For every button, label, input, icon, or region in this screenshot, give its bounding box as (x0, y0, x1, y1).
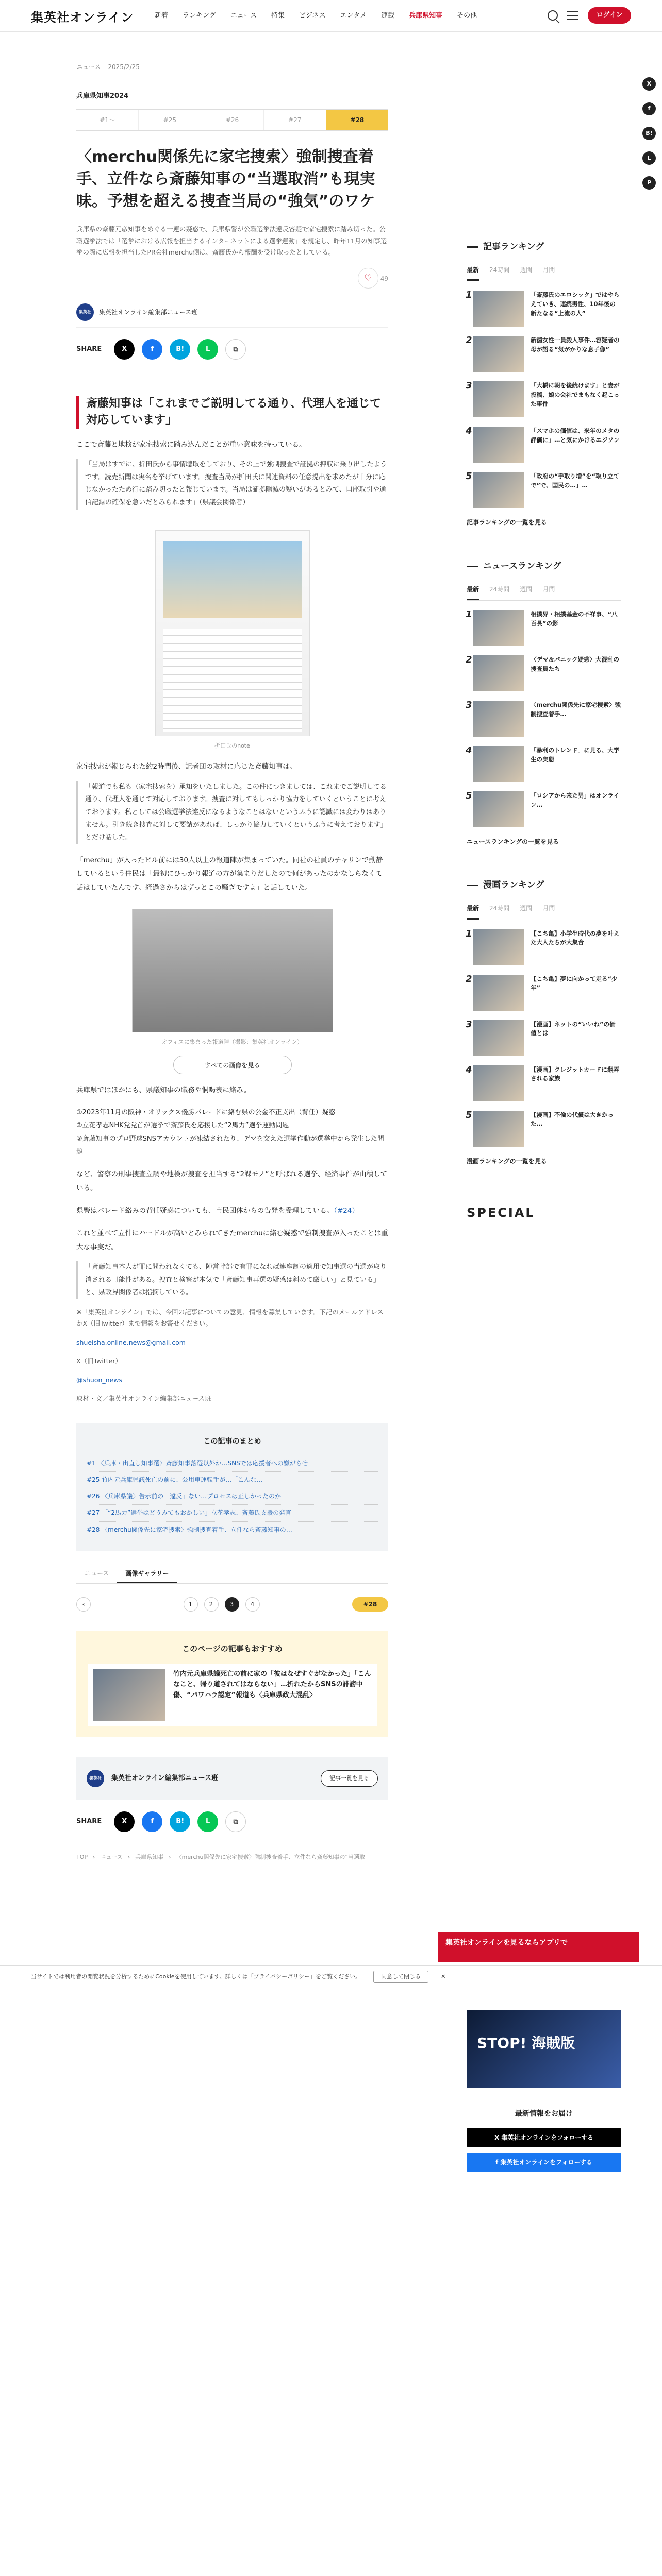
ranking-headline[interactable]: 【漫画】不倫の代償は大きかった… (531, 1111, 614, 1128)
ranking-item[interactable] (467, 791, 621, 827)
rank-number: 5 (466, 1109, 472, 1121)
ranking-headline[interactable]: 【漫画】クレジットカードに翻弄される家族 (531, 1065, 619, 1082)
close-icon[interactable]: ✕ (441, 1973, 446, 1980)
cookie-text: 当サイトでは利用者の閲覧状況を分析するためにCookieを使用しています。詳しくは「プライバシーポリシー」をご覧ください。 (31, 1973, 361, 1980)
info-request-note: ※「集英社オンライン」では、今回の記事についての意見、情報を募集しています。下記のメールアドレスかX（旧Twitter）まで情報をお寄せください。 (76, 1308, 384, 1328)
breadcrumb-item[interactable]: 兵庫県知事 (135, 1853, 164, 1860)
share-row-bottom (76, 1811, 388, 1832)
tab-latest[interactable]: 最新 (467, 584, 479, 600)
article-date: 2025/2/25 (108, 63, 140, 71)
paragraph-7: これと並べて立件にハードルが高いとみられてきたmerchuに絡む疑惑で強制捜査が入ったことは重大な事実だ。 (76, 1229, 388, 1251)
rank-number: 2 (466, 973, 472, 985)
author-box (76, 297, 388, 328)
ranking-thumbnail[interactable] (473, 291, 524, 327)
heading-bar (467, 246, 478, 248)
paragraph-6-text: 県警はパレード絡みの背任疑惑についても、市民団体からの告発を受理している。 (76, 1206, 334, 1215)
ranking-headline[interactable]: 〈デマ＆パニック疑惑〉大混乱の捜査員たち (531, 655, 620, 672)
tab-monthly[interactable]: 月間 (542, 585, 555, 593)
nav-item-serial[interactable]: 連載 (381, 12, 395, 20)
rank-number: 5 (466, 790, 472, 801)
news-ranking-more-link[interactable]: ニュースランキングの一覧を見る (467, 838, 559, 845)
press-office-image[interactable] (132, 909, 333, 1032)
ranking-thumbnail[interactable] (473, 1065, 524, 1101)
tab-24h[interactable]: 24時間 (489, 266, 510, 274)
ranking-headline[interactable]: 【こち亀】小学生時代の夢を叶えた大人たちが大集合 (531, 929, 620, 946)
ranking-thumbnail[interactable] (473, 610, 524, 646)
recommend-box (76, 1631, 388, 1737)
list-item: ②立花孝志NHK党党首が選挙で斎藤氏を応援した“2馬力”選挙運動問題 (76, 1122, 289, 1130)
paragraph-3: 「merchu」が入ったビル前には30人以上の報道陣が集まっていた。同社の社員のチャリンで動静しているという住民は「最初にひっかり報道の方が集まりだしたので何があったのかなしらなくて話はしていたんです。経過さからはずっとこの騒ぎですよ」と話していた。 (76, 856, 383, 892)
ranking-item[interactable] (467, 975, 621, 1011)
site-logo[interactable]: 集英社オンライン (31, 10, 134, 25)
news-ranking-tabs (467, 584, 621, 601)
floating-share-rail (642, 77, 656, 190)
ranking-headline[interactable]: 〈merchu関係先に家宅捜索〉強制捜査着手… (531, 701, 621, 718)
x-share-button[interactable]: X (114, 1811, 135, 1832)
series-page-25[interactable]: #25 (139, 110, 201, 130)
paragraph-5: など、警察の刑事捜査立調や地検が捜査を担当する“2課モノ”と呼ばれる選挙、経済事件が山積している。 (76, 1170, 387, 1192)
ranking-thumbnail[interactable] (473, 929, 524, 965)
author-name[interactable]: 集英社オンライン編集部ニュース班 (99, 308, 198, 316)
author-follow-box (76, 1757, 388, 1800)
tab-weekly[interactable]: 週間 (520, 905, 533, 912)
chevron-right-icon: › (93, 1853, 95, 1860)
series-page-28[interactable]: #28 (326, 110, 388, 130)
series-page-26[interactable]: #26 (201, 110, 263, 130)
ranking-headline[interactable]: 「ロシアから来た男」はオンライン… (531, 791, 620, 808)
next-article-button[interactable]: #28 (352, 1597, 388, 1612)
ranking-headline[interactable]: 【こち亀】夢に向かって走る“少年” (531, 975, 618, 992)
recommend-thumbnail[interactable] (93, 1669, 165, 1721)
tab-latest[interactable]: 最新 (467, 903, 479, 919)
ranking-headline[interactable]: 「大橋に朝を後続けます」と妻が投稿、娘の会社でまもなく起こった事件 (531, 382, 620, 408)
tab-latest[interactable]: 最新 (467, 265, 479, 281)
rank-number: 1 (466, 608, 472, 620)
tab-gallery[interactable]: 画像ギャラリー (117, 1565, 177, 1583)
bottom-tabs (76, 1565, 388, 1584)
rank-number: 4 (466, 744, 472, 756)
x-label: X（旧Twitter） (76, 1357, 122, 1365)
summary-list (87, 1455, 378, 1538)
ranking-thumbnail[interactable] (473, 1111, 524, 1147)
manga-ranking-tabs (467, 903, 621, 920)
article-ranking-heading (467, 240, 621, 255)
ranking-headline[interactable]: 「暴利のトレンド」に見る、大学生の実態 (531, 746, 620, 763)
series-title[interactable]: 兵庫県知事2024 (76, 92, 129, 100)
heading-bar (467, 885, 478, 886)
ranking-thumbnail[interactable] (473, 1020, 524, 1056)
like-area (76, 268, 388, 289)
sidebar-lower (467, 1999, 621, 2172)
rank-number: 3 (466, 699, 472, 710)
heart-icon[interactable]: ♡ (358, 268, 378, 289)
list-item: ①2023年11月の阪神・オリックス優勝パレードに絡む県の公金不正支出（背任）疑惑 (76, 1108, 336, 1116)
article-lead: 兵庫県の斎藤元彦知事をめぐる一連の疑惑で、兵庫県警が公職選挙法違反容疑で家宅捜索に踏み切った。公職選挙法では「選挙における広報を担当するインターネットによる選挙運動」を規定し、昨年11月の知事選挙の際に広報を担当したPR会社merchu側は、斎藤氏から報酬を受け取ったとしている。 (76, 225, 387, 257)
special-heading: SPECIAL (467, 1206, 535, 1221)
series-page-27[interactable]: #27 (264, 110, 326, 130)
news-ranking-title: ニュースランキング (483, 561, 561, 571)
note-screenshot-image[interactable] (155, 530, 310, 736)
rank-number: 5 (466, 471, 472, 482)
news-ranking-heading (467, 559, 621, 574)
rank-number: 4 (466, 426, 472, 437)
cookie-accept-button[interactable]: 同意して閉じる (373, 1971, 428, 1984)
heading-bar (467, 566, 478, 567)
summary-link[interactable]: #1 〈兵庫・出直し知事選〉斎藤知事落選以外か…SNSでは応援者への嫌がらせ (87, 1455, 378, 1472)
article-category[interactable]: ニュース (76, 63, 101, 71)
site-header (0, 0, 662, 32)
login-button[interactable]: ログイン (588, 7, 631, 24)
quote-3: 「斎藤知事本人が罪に問われなくても、陣営幹部で有罪になれば連座制の適用で知事選の当選が取り消される可能性がある。捜査と検察が本気で「斎藤知事再選の疑惑は斜めて厳しい」と見ている」と、県政界関係者は指摘している。 (76, 1261, 388, 1299)
rank-number: 2 (466, 335, 472, 346)
page-number-current[interactable]: 3 (225, 1597, 239, 1612)
section-heading: 斎藤知事は「これまでご説明してる通り、代理人を通じて対応しています」 (76, 396, 388, 429)
header-actions (548, 7, 631, 24)
author-avatar[interactable]: 集英社 (87, 1770, 104, 1787)
article-ranking-tabs (467, 265, 621, 281)
ranking-thumbnail[interactable] (473, 701, 524, 737)
chevron-right-icon: › (169, 1853, 171, 1860)
app-promo-banner[interactable]: 集英社オンラインを見るならアプリで (438, 1932, 639, 1962)
quote-2: 「報道でも私も（家宅捜索を）承知をいたしました。この件につきましては、これまでご説明してる通り、代理人を通じて対応しております。捜査に対してもしっかり協力をしていくということに考えております。私としては公職選挙法違反になるようなことはないというふうに認識には変わりはありません。引き続き捜査に対して要請があれば、しっかり協力していくというふうに考えております」とだけ話した。 (76, 781, 388, 844)
share-row (76, 339, 388, 360)
author-follow-name[interactable]: 集英社オンライン編集部ニュース班 (111, 1774, 218, 1782)
facebook-share-icon[interactable]: f (642, 102, 656, 115)
ranking-thumbnail[interactable] (473, 381, 524, 417)
nav-item-other[interactable]: その他 (457, 12, 477, 20)
ranking-item[interactable] (467, 929, 621, 965)
paragraph-2: 家宅捜索が報じられた約2時間後、記者団の取材に応じた斎藤知事は。 (76, 762, 297, 771)
tab-monthly[interactable]: 月間 (542, 266, 555, 274)
article-ranking-title: 記事ランキング (483, 242, 544, 252)
tab-monthly[interactable]: 月間 (542, 905, 555, 912)
image-caption-1: 折田氏のnote (214, 742, 250, 749)
ranking-headline[interactable]: 「スマホの価値は、来年のメタの評価に」…と気にかけるエジソン (531, 427, 620, 444)
paragraph-6 (76, 1204, 388, 1217)
suspicion-list (76, 1106, 388, 1158)
ranking-thumbnail[interactable] (473, 975, 524, 1011)
line-share-button[interactable]: L (197, 339, 218, 360)
author-avatar[interactable]: 集英社 (76, 303, 94, 321)
ranking-item[interactable] (467, 381, 621, 417)
ranking-item[interactable] (467, 427, 621, 463)
facebook-share-button[interactable]: f (142, 1811, 162, 1832)
ranking-item[interactable] (467, 472, 621, 508)
breadcrumb (76, 1853, 388, 1862)
share-label: SHARE (76, 345, 102, 353)
author-articles-button[interactable]: 記事一覧を見る (321, 1770, 378, 1787)
nav-item-feature[interactable]: 特集 (271, 12, 285, 20)
breadcrumb-item[interactable]: TOP (76, 1853, 88, 1860)
tab-24h[interactable]: 24時間 (489, 905, 510, 912)
rank-number: 2 (466, 654, 472, 665)
ranking-headline[interactable]: 「斎藤氏のエロシック」ではやらえていき、連続男性、10年後の新たなる“上流の人” (531, 291, 620, 317)
summary-link[interactable]: #25 竹内元兵庫県議死亡の前に、公用車運転手が…「こんな… (87, 1472, 378, 1488)
manga-ranking-title: 漫画ランキング (483, 880, 544, 891)
nav-item-ranking[interactable]: ランキング (183, 12, 216, 20)
ranking-headline[interactable]: 【漫画】ネットの“いいね”の価値とは (531, 1020, 616, 1037)
manga-ranking-more-link[interactable]: 漫画ランキングの一覧を見る (467, 1157, 547, 1165)
rank-number: 3 (466, 1019, 472, 1030)
article-meta (76, 62, 388, 72)
ranking-item[interactable] (467, 1111, 621, 1147)
ranking-item[interactable] (467, 610, 621, 646)
rank-number: 1 (466, 290, 472, 301)
ranking-thumbnail[interactable] (473, 336, 524, 372)
manga-ranking-heading (467, 878, 621, 893)
page-pager (76, 1597, 388, 1612)
share-label: SHARE (76, 1817, 102, 1825)
follow-x-button[interactable]: X 集英社オンラインをフォローする (467, 2128, 621, 2147)
article-ranking-more-link[interactable]: 記事ランキングの一覧を見る (467, 519, 547, 527)
follow-facebook-button[interactable]: f 集英社オンラインをフォローする (467, 2153, 621, 2172)
recommend-card[interactable] (88, 1664, 377, 1726)
ranking-item[interactable] (467, 655, 621, 691)
ranking-item[interactable] (467, 1065, 621, 1101)
copy-link-button[interactable]: ⧉ (225, 1811, 246, 1832)
ranking-thumbnail[interactable] (473, 472, 524, 508)
breadcrumb-item[interactable]: ニュース (100, 1853, 123, 1860)
follow-title: 最新情報をお届け (515, 2110, 573, 2118)
ranking-item[interactable] (467, 746, 621, 782)
article-title: 〈merchu関係先に家宅捜索〉強制捜査着手、立件なら斎藤知事の“当選取消”も現実味。予想を超える捜査当局の“強気”のワケ (76, 148, 375, 210)
rank-number: 3 (466, 380, 472, 392)
page-numbers (184, 1597, 260, 1612)
recommend-title: このページの記事もおすすめ (182, 1644, 283, 1654)
sidebar (467, 240, 621, 1224)
cookie-consent-bar (0, 1965, 662, 1988)
ranking-thumbnail[interactable] (473, 746, 524, 782)
series-pager (76, 109, 388, 131)
summary-box-title: この記事のまとめ (203, 1437, 261, 1446)
article-main (76, 62, 388, 1862)
chevron-right-icon: › (127, 1853, 130, 1860)
note-photo (163, 541, 302, 618)
nav-item-entertainment[interactable]: エンタメ (340, 12, 367, 20)
ranking-item[interactable] (467, 701, 621, 737)
special-section (467, 1202, 621, 1224)
tab-24h[interactable]: 24時間 (489, 585, 510, 593)
hatena-share-button[interactable]: B! (170, 339, 190, 360)
nav-item-new[interactable]: 新着 (155, 12, 169, 20)
tab-weekly[interactable]: 週間 (520, 585, 533, 593)
follow-section (467, 2108, 621, 2172)
like-count: 49 (380, 275, 388, 282)
ranking-headline[interactable]: 相撲界・相撲基金の不祥事、“八百長”の影 (531, 610, 618, 627)
view-all-images-button[interactable]: すべての画像を見る (173, 1056, 292, 1074)
x-share-icon[interactable]: X (642, 77, 656, 91)
rank-number: 4 (466, 1064, 472, 1075)
byline: 取材・文／集英社オンライン編集部ニュース班 (76, 1395, 211, 1403)
hatena-share-button[interactable]: B! (170, 1811, 190, 1832)
page-number[interactable]: 2 (204, 1597, 219, 1612)
ranking-headline[interactable]: 「政府の“手取り増”を“取り立てで”で、国民の…」… (531, 472, 620, 489)
hatena-share-icon[interactable]: B! (642, 127, 656, 140)
x-share-button[interactable]: X (114, 339, 135, 360)
stop-piracy-banner[interactable]: STOP! 海賊版 (467, 2010, 621, 2088)
summary-link[interactable]: #27 「“2馬力”選挙はどうみてもおかしい」立花孝志、斎藤氏支援の発言 (87, 1505, 378, 1521)
ranking-thumbnail[interactable] (473, 427, 524, 463)
nav-item-governor[interactable]: 兵庫県知事 (409, 12, 443, 20)
ranking-thumbnail[interactable] (473, 791, 524, 827)
page-number[interactable]: 4 (245, 1597, 260, 1612)
paragraph-1: ここで斎藤と地検が家宅捜索に踏み込んだことが重い意味を持っている。 (76, 440, 306, 449)
menu-icon[interactable] (567, 11, 578, 20)
note-text-lines (163, 629, 302, 732)
nav-item-news[interactable]: ニュース (230, 12, 257, 20)
prev-page-icon[interactable]: ‹ (76, 1597, 91, 1612)
nav-item-business[interactable]: ビジネス (299, 12, 326, 20)
search-icon[interactable] (548, 10, 558, 21)
facebook-share-button[interactable]: f (142, 339, 162, 360)
image-caption-2: オフィスに集まった報道陣（撮影：集英社オンライン） (161, 1038, 303, 1045)
ranking-item[interactable] (467, 291, 621, 327)
ranking-item[interactable] (467, 336, 621, 372)
x-handle-link[interactable]: @shuon_news (76, 1376, 123, 1384)
quote-1: 「当局はすでに、折田氏から事情聴取をしており、その上で強制捜査で証拠の押収に乗り出したようです。読売新聞は実名を挙げています。捜査当局が折田氏に関連資料の任意提出を求めたが十分に応じなかったため行に踏み切ったと報じています。当局は証拠隠滅の疑いがあるとみて、口座取引や通信記録の確保を急いだとみられます」（県議会関係者） (76, 459, 388, 510)
ranking-thumbnail[interactable] (473, 655, 524, 691)
ranking-headline[interactable]: 新潟女性一員殺人事件…容疑者の母が語る“気がかりな息子像” (531, 336, 620, 353)
series-24-link[interactable]: （#24） (334, 1206, 359, 1215)
recommend-headline[interactable]: 竹内元兵庫県議死亡の前に家の「彼はなぜすぐがなかった」「こんなこと、帰り道されてはならない」…折れたからSNSの誹謗中傷、“パワハラ認定”報道も〈兵庫県政大混乱〉 (173, 1670, 371, 1700)
copy-link-button[interactable]: ⧉ (225, 339, 246, 360)
global-nav (155, 10, 477, 22)
paragraph-4: 兵庫県ではほかにも、県議知事の職務や恫喝表に絡み。 (76, 1086, 251, 1094)
ranking-item[interactable] (467, 1020, 621, 1056)
series-summary-box (76, 1423, 388, 1551)
contact-email-link[interactable]: shueisha.online.news@gmail.com (76, 1338, 186, 1346)
rank-number: 1 (466, 928, 472, 939)
list-item: ③斎藤知事のプロ野球SNSアカウントが凍結されたり、デマを交えた選挙作動が選挙中から発生した問題 (76, 1134, 384, 1156)
line-share-icon[interactable]: L (642, 151, 656, 165)
summary-link[interactable]: #28 〈merchu関係先に家宅捜索〉強制捜査着手、立件なら斎藤知事の… (87, 1522, 378, 1538)
breadcrumb-item-current: 〈merchu関係先に家宅捜索〉強制捜査着手、立件なら斎藤知事の“当選取 (176, 1853, 366, 1860)
summary-link[interactable]: #26 〈兵庫県議〉告示前の「違反」ない…プロセスは正しかったのか (87, 1488, 378, 1505)
page-number[interactable]: 1 (184, 1597, 198, 1612)
pocket-share-icon[interactable]: P (642, 176, 656, 190)
tab-weekly[interactable]: 週間 (520, 266, 533, 274)
series-page-1[interactable]: #1〜 (76, 110, 139, 130)
line-share-button[interactable]: L (197, 1811, 218, 1832)
tab-news[interactable]: ニュース (85, 1569, 109, 1577)
